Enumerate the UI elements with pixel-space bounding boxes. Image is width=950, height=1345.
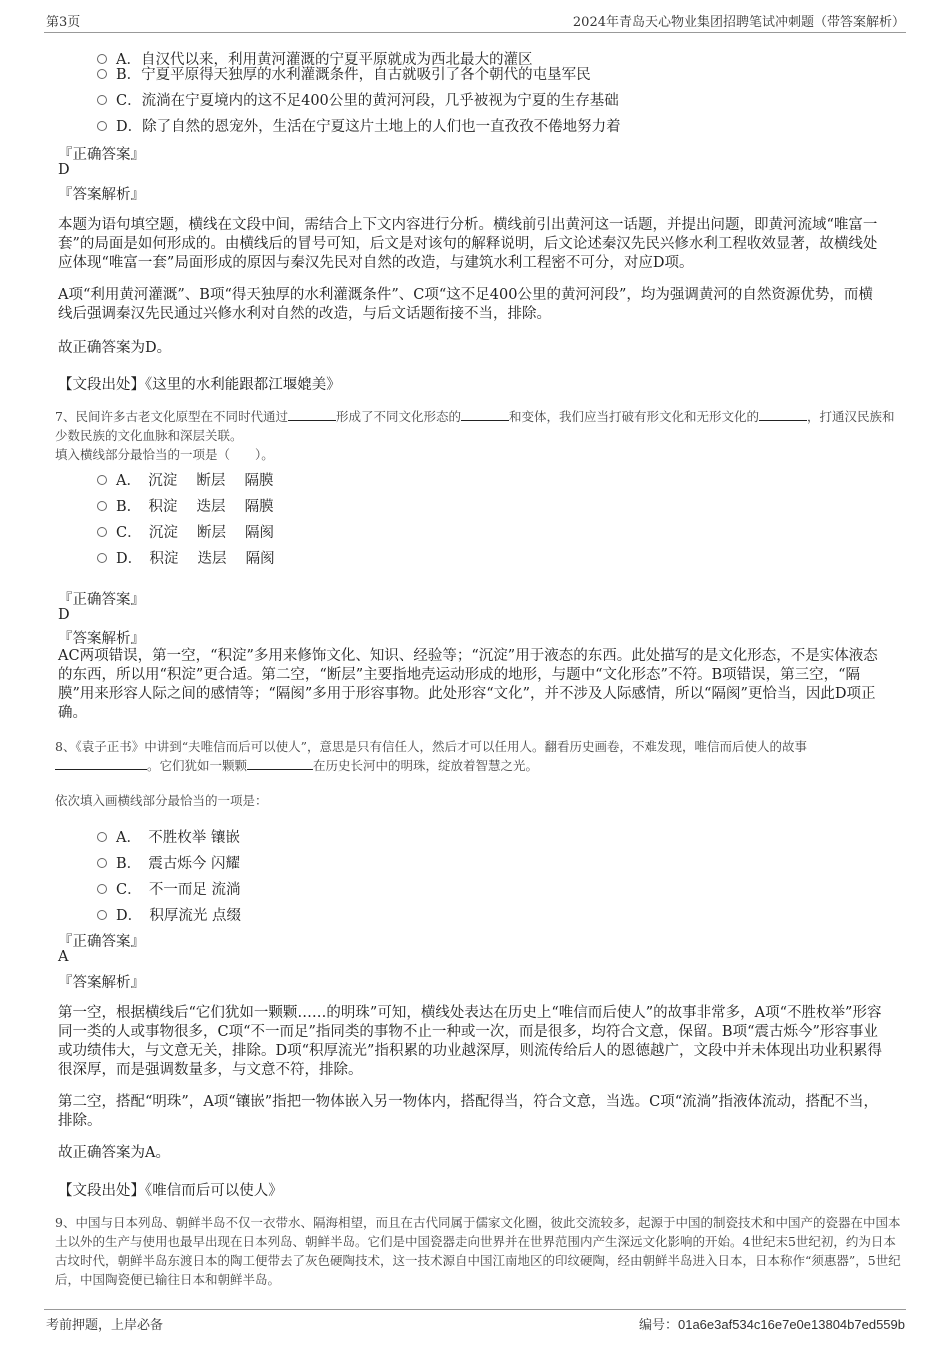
page-number: 第3页 <box>46 15 81 30</box>
q7-answer: D <box>58 607 70 623</box>
q7-option-a[interactable]: A． 沉淀 断层 隔膜 <box>97 469 273 490</box>
q7-option-d[interactable]: D． 积淀 迭层 隔阂 <box>97 547 275 568</box>
q6-analysis-p2: A项“利用黄河灌溉”、B项“得天独厚的水利灌溉条件”、C项“这不足400公里的黄河河段”，均为强调黄河的自然资源优势，而横线后强调秦汉先民通过兴修水利对自然的改造，与后文话题衔接不当，排除。 <box>58 287 873 322</box>
q8-stem: 8、《袁子正书》中讲到“夫唯信而后可以使人”，意思是只有信任人，然后才可以任用人。翻看历史画卷，不难发现，唯信而后使人的故事 。它们犹如一颗颗 在历史长河中的明珠，绽放着智慧之光。 <box>55 739 807 773</box>
footer-code: 编号：01a6e3af534c16e7e0e13804b7ed559b <box>638 1317 905 1333</box>
q9-stem: 9、中国与日本列岛、朝鲜半岛不仅一衣带水、隔海相望，而且在古代同属于儒家文化圈，彼此交流较多，起源于中国的制瓷技术和中国产的瓷器在中国本土以外的生产与使用也最早出现在日本列岛、朝鲜半岛。它们是中国瓷器走向世界并在世界范围内产生深远文化影响的开始。4世纪末5世纪初，约为日本古坟时代，朝鲜半岛东渡日本的陶工便带去了灰色硬陶技术，这一技术源自中国江南地区的印纹硬陶，经由朝鲜半岛进入日本，日本称作“须惠器”，5世纪后，中国陶瓷便已输往日本和朝鲜半岛。 <box>55 1215 901 1287</box>
q8-option-b[interactable]: B． 震古烁今 闪耀 <box>97 852 240 873</box>
q7-analysis-label: 『答案解析』 <box>58 631 145 647</box>
q7-answer-label: 『正确答案』 <box>58 592 145 608</box>
radio-icon[interactable] <box>97 858 107 868</box>
q6-analysis-p1: 本题为语句填空题，横线在文段中间，需结合上下文内容进行分析。横线前引出黄河这一话题，并提出问题，即黄河流域“唯富一套”的局面是如何形成的。由横线后的冒号可知，后文是对该句的解释说明，后文论述秦汉先民兴修水利工程收效显著，故横线处应体现“唯富一套”局面形成的原因与秦汉先民对自然的改造，与建筑水利工程密不可分，对应D项。 <box>58 217 878 271</box>
radio-icon[interactable] <box>97 832 107 842</box>
q8-analysis-p3: 故正确答案为A。 <box>58 1145 170 1161</box>
radio-icon[interactable] <box>97 69 107 79</box>
blank <box>759 407 807 421</box>
q8-analysis-p1: 第一空，根据横线后“它们犹如一颗颗……的明珠”可知，横线处表达在历史上“唯信而后使人”的故事非常多，A项“不胜枚举”形容同一类的人或事物很多，C项“不一而足”指同类的事物不止一种或一次，而是很多，均符合文意，保留。B项“震古烁今”形容事业或功绩伟大，与文意无关，排除。D项“积厚流光”指积累的功业越深厚，则流传给后人的恩德越广，文段中并未体现出功业积累得很深厚，而是强调数量多，与文意不符，排除。 <box>58 1005 882 1078</box>
q6-analysis-p3: 故正确答案为D。 <box>58 340 172 356</box>
q8-source: 【文段出处】《唯信而后可以使人》 <box>58 1183 283 1199</box>
q8-prompt: 依次填入画横线部分最恰当的一项是： <box>55 793 268 808</box>
radio-icon[interactable] <box>97 553 107 563</box>
radio-icon[interactable] <box>97 527 107 537</box>
q6-source: 【文段出处】《这里的水利能跟都江堰媲美》 <box>58 377 341 393</box>
radio-icon[interactable] <box>97 910 107 920</box>
q7-stem: 7、民间许多古老文化原型在不同时代通过 形成了不同文化形态的 和变体，我们应当打破有形文化和无形文化的 ，打通汉民族和少数民族的文化血脉和深层关联。 <box>55 409 895 443</box>
radio-icon[interactable] <box>97 884 107 894</box>
q6-option-c[interactable]: C．流淌在宁夏境内的这不足400公里的黄河河段，几乎被视为宁夏的生存基础 <box>97 89 619 110</box>
q8-answer: A <box>58 949 69 965</box>
footer-rule <box>44 1309 906 1310</box>
radio-icon[interactable] <box>97 501 107 511</box>
q6-answer: D <box>58 162 70 178</box>
radio-icon[interactable] <box>97 54 107 64</box>
q7-prompt: 填入横线部分最恰当的一项是（ ）。 <box>55 447 274 462</box>
q6-analysis-label: 『答案解析』 <box>58 187 145 203</box>
q7-analysis: AC两项错误，第一空，“积淀”多用来修饰文化、知识、经验等；“沉淀”用于液态的东西。此处描写的是文化形态，不是实体液态的东西，所以用“积淀”更合适。第二空，“断层”主要指地壳运动形成的地形，与题中“文化形态”不符。B项错误，第三空，“隔膜”用来形容人际之间的感情等；“隔阂”多用于形容事物。此处形容“文化”，并不涉及人际感情，所以“隔阂”更恰当，因此D项正确。 <box>58 648 878 721</box>
q6-option-d[interactable]: D．除了自然的恩宠外，生活在宁夏这片土地上的人们也一直孜孜不倦地努力着 <box>97 115 621 136</box>
q8-option-a[interactable]: A． 不胜枚举 镶嵌 <box>97 826 240 847</box>
blank <box>288 407 336 421</box>
q8-analysis-p2: 第二空，搭配“明珠”，A项“镶嵌”指把一物体嵌入另一物体内，搭配得当，符合文意，当选。C项“流淌”指液体流动，搭配不当，排除。 <box>58 1094 879 1129</box>
q8-option-c[interactable]: C． 不一而足 流淌 <box>97 878 240 899</box>
radio-icon[interactable] <box>97 121 107 131</box>
q7-option-c[interactable]: C． 沉淀 断层 隔阂 <box>97 521 274 542</box>
q8-answer-label: 『正确答案』 <box>58 934 145 950</box>
q6-option-b[interactable]: B．宁夏平原得天独厚的水利灌溉条件，自古就吸引了各个朝代的屯垦军民 <box>97 63 591 84</box>
blank <box>461 407 509 421</box>
q8-analysis-label: 『答案解析』 <box>58 975 145 991</box>
header-rule <box>44 32 906 33</box>
radio-icon[interactable] <box>97 475 107 485</box>
q7-option-b[interactable]: B． 积淀 迭层 隔膜 <box>97 495 274 516</box>
blank <box>247 756 313 770</box>
q6-answer-label: 『正确答案』 <box>58 147 145 163</box>
q6-option-a[interactable]: A．自汉代以来，利用黄河灌溉的宁夏平原就成为西北最大的灌区 <box>97 48 532 69</box>
document-title: 2024年青岛天心物业集团招聘笔试冲刺题（带答案解析） <box>572 15 905 30</box>
q8-option-d[interactable]: D． 积厚流光 点缀 <box>97 904 241 925</box>
radio-icon[interactable] <box>97 95 107 105</box>
footer-slogan: 考前押题，上岸必备 <box>46 1318 164 1333</box>
blank <box>55 756 147 770</box>
